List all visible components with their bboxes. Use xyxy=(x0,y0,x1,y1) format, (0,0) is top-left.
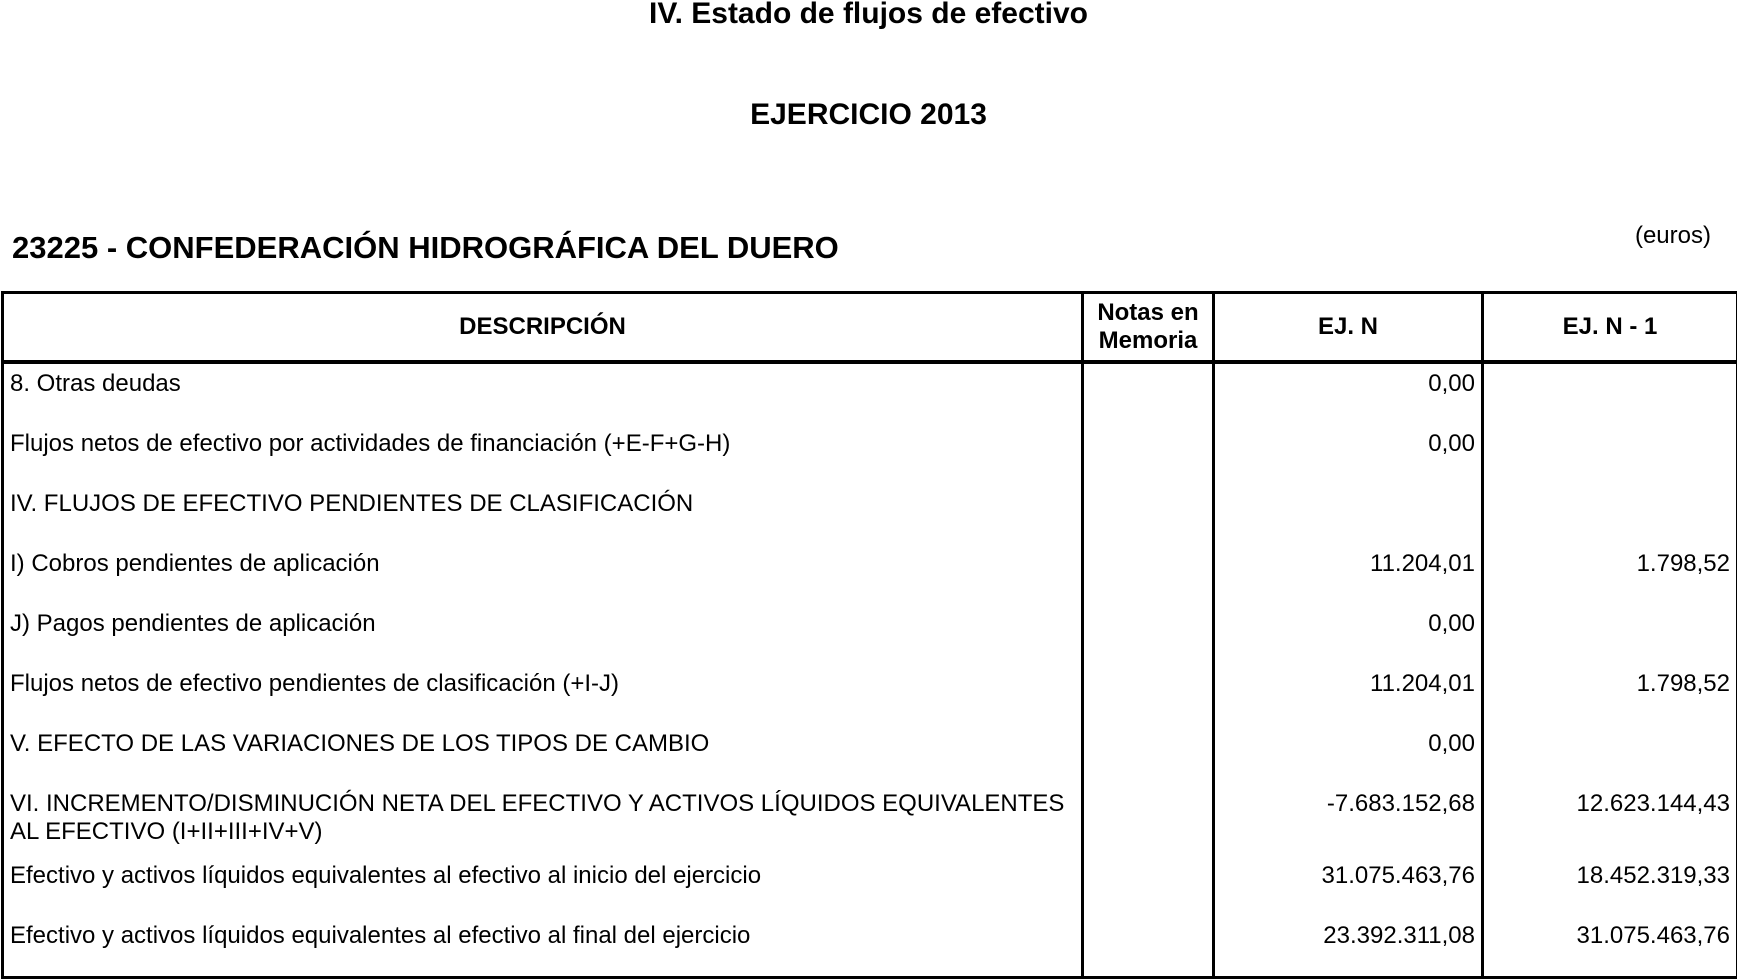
row-current-year xyxy=(1214,484,1483,544)
row-current-year: 31.075.463,76 xyxy=(1214,856,1483,916)
table-row xyxy=(3,424,1737,484)
row-description: 8. Otras deudas xyxy=(3,362,1083,424)
row-current-year: 0,00 xyxy=(1214,604,1483,664)
row-description: J) Pagos pendientes de aplicación xyxy=(3,604,1083,664)
table-row xyxy=(3,916,1737,978)
row-notes xyxy=(1083,856,1214,916)
cash-flow-table xyxy=(1,291,1737,979)
row-current-year: 23.392.311,08 xyxy=(1214,916,1483,978)
row-notes xyxy=(1083,424,1214,484)
row-current-year: 11.204,01 xyxy=(1214,664,1483,724)
table-row xyxy=(3,784,1737,856)
currency-units: (euros) xyxy=(1634,222,1711,249)
row-previous-year: 1.798,52 xyxy=(1483,664,1737,724)
row-notes xyxy=(1083,784,1214,856)
row-description: Flujos netos de efectivo pendientes de clasificación (+I-J) xyxy=(3,664,1083,724)
row-current-year: -7.683.152,68 xyxy=(1214,784,1483,856)
column-header-description: DESCRIPCIÓN xyxy=(3,293,1083,363)
page-title: IV. Estado de flujos de efectivo xyxy=(648,0,1088,30)
entity-name: 23225 - CONFEDERACIÓN HIDROGRÁFICA DEL DUERO xyxy=(12,230,839,265)
row-notes xyxy=(1083,724,1214,784)
row-description: Flujos netos de efectivo por actividades de financiación (+E-F+G-H) xyxy=(3,424,1083,484)
column-header-notes: Notas en Memoria xyxy=(1083,293,1214,363)
fiscal-year-heading: EJERCICIO 2013 xyxy=(750,98,987,131)
table-row xyxy=(3,484,1737,544)
table-row xyxy=(3,362,1737,424)
row-notes xyxy=(1083,362,1214,424)
table-row xyxy=(3,604,1737,664)
column-header-current-year: EJ. N xyxy=(1214,293,1483,363)
row-previous-year: 1.798,52 xyxy=(1483,544,1737,604)
row-description: Efectivo y activos líquidos equivalentes al efectivo al final del ejercicio xyxy=(3,916,1083,978)
row-notes xyxy=(1083,916,1214,978)
row-previous-year: 12.623.144,43 xyxy=(1483,784,1737,856)
row-current-year: 11.204,01 xyxy=(1214,544,1483,604)
row-notes xyxy=(1083,664,1214,724)
row-current-year: 0,00 xyxy=(1214,424,1483,484)
row-previous-year xyxy=(1483,362,1737,424)
row-description: V. EFECTO DE LAS VARIACIONES DE LOS TIPOS DE CAMBIO xyxy=(3,724,1083,784)
row-notes xyxy=(1083,484,1214,544)
row-previous-year xyxy=(1483,724,1737,784)
row-previous-year xyxy=(1483,484,1737,544)
row-notes xyxy=(1083,604,1214,664)
row-current-year: 0,00 xyxy=(1214,362,1483,424)
row-current-year: 0,00 xyxy=(1214,724,1483,784)
row-description: I) Cobros pendientes de aplicación xyxy=(3,544,1083,604)
column-header-previous-year: EJ. N - 1 xyxy=(1483,293,1737,363)
row-previous-year: 18.452.319,33 xyxy=(1483,856,1737,916)
table-header-row xyxy=(3,293,1737,363)
row-previous-year xyxy=(1483,604,1737,664)
table-row xyxy=(3,544,1737,604)
table-row xyxy=(3,664,1737,724)
table-row xyxy=(3,724,1737,784)
table-row xyxy=(3,856,1737,916)
row-description: Efectivo y activos líquidos equivalentes al efectivo al inicio del ejercicio xyxy=(3,856,1083,916)
row-previous-year: 31.075.463,76 xyxy=(1483,916,1737,978)
row-previous-year xyxy=(1483,424,1737,484)
row-description: VI. INCREMENTO/DISMINUCIÓN NETA DEL EFECTIVO Y ACTIVOS LÍQUIDOS EQUIVALENTES AL EFECTIVO (I+II+III+IV+V) xyxy=(3,784,1083,856)
row-notes xyxy=(1083,544,1214,604)
row-description: IV. FLUJOS DE EFECTIVO PENDIENTES DE CLASIFICACIÓN xyxy=(3,484,1083,544)
